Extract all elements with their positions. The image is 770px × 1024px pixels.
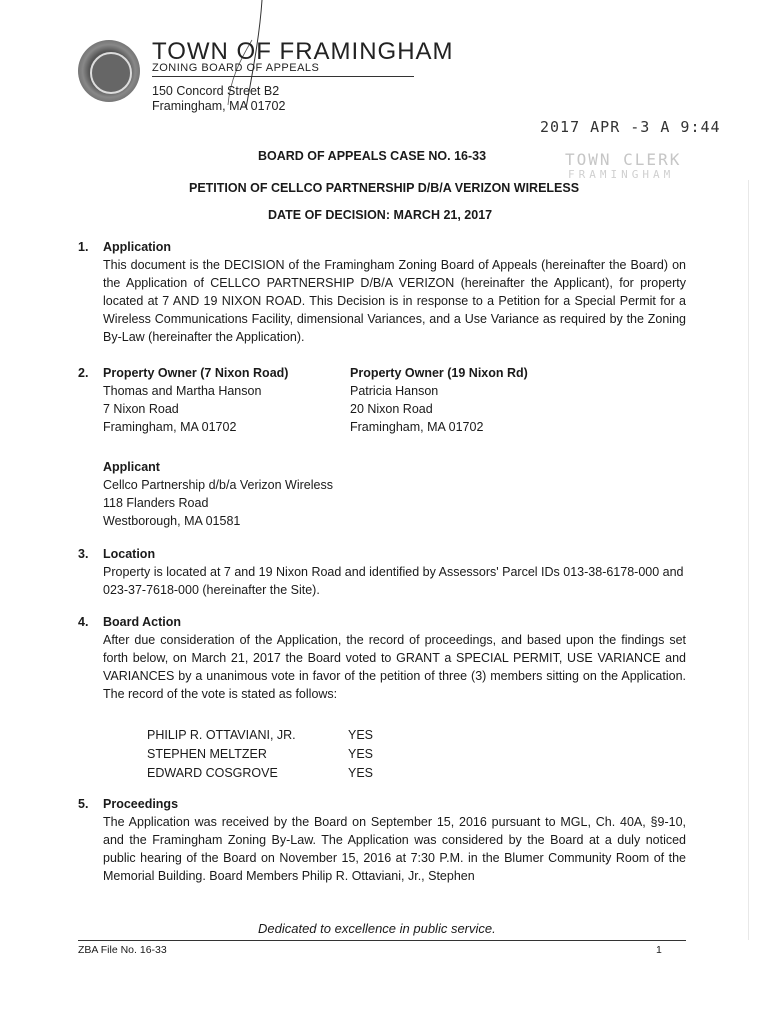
page-number: 1	[656, 944, 662, 956]
applicant-block: Applicant Cellco Partnership d/b/a Verizon Wireless 118 Flanders Road Westborough, MA 01581	[103, 460, 333, 528]
section-application: 1. Application This document is the DECISION of the Framingham Zoning Board of Appeals (hereinafter the Board) on the Application of CELLCO PARTNERSHIP D/B/A VERIZON (hereinafter the Applicant), for property located at 7 AND 19 NIXON ROAD. This Decision is in response to a Petition for a Special Permit for a Wireless Communications Facility, dimensional Variances, and a Use Variance as required by the Zoning By-Law (hereinafter the Application).	[78, 240, 686, 344]
town-clerk-stamp-town: FRAMINGHAM	[568, 168, 675, 181]
vote-result: YES	[348, 766, 374, 780]
owner-19-nixon: Property Owner (19 Nixon Rd) Patricia Hanson 20 Nixon Road Framingham, MA 01702	[350, 366, 528, 434]
scan-margin-line	[748, 180, 749, 940]
section-title: Location	[103, 547, 156, 561]
received-stamp-date: 2017 APR -3 A 9:44	[540, 118, 721, 136]
vote-member: EDWARD COSGROVE	[147, 766, 278, 780]
decision-date: DATE OF DECISION: MARCH 21, 2017	[268, 208, 493, 222]
letterhead-address: 150 Concord Street B2 Framingham, MA 01702	[152, 84, 286, 113]
section-proceedings: 5. Proceedings The Application was received by the Board on September 15, 2016 pursuant to MGL, Ch. 40A, §9-10, and the Framingham Zoning By-Law. The Application was considered by the Board at a duly noticed public hearing of the Board on November 15, 2016 at 7:30 P.M. in the Blumer Community Room of the Memorial Building. Board Members Philip R. Ottaviani, Jr., Stephen	[78, 797, 686, 883]
petition-title: PETITION OF CELLCO PARTNERSHIP D/B/A VERIZON WIRELESS	[189, 181, 580, 195]
vote-member: STEPHEN MELTZER	[147, 747, 267, 761]
owner-7-nixon: Property Owner (7 Nixon Road) Thomas and Martha Hanson 7 Nixon Road Framingham, MA 01702	[103, 366, 289, 434]
town-clerk-stamp: TOWN CLERK	[565, 150, 682, 169]
town-name: TOWN OF FRAMINGHAM	[152, 38, 454, 65]
section-board-action: 4. Board Action After due consideration of the Application, the record of proceedings, and based upon the findings set forth below, on March 21, 2017 the Board voted to GRANT a SPECIAL PERMIT, USE VARIANCE and VARIANCES by a unanimous vote in favor of the petition of three (3) members sitting on the Application. The record of the vote is stated as follows:	[78, 615, 686, 701]
section-text: This document is the DECISION of the Framingham Zoning Board of Appeals (hereinafter the Board) on the Application of CELLCO PARTNERSHIP D/B/A VERIZON (hereinafter the Applicant), for property located at 7 AND 19 NIXON ROAD. This Decision is in response to a Petition for a Special Permit for a Wireless Communications Facility, dimensional Variances, and a Use Variance as required by the Zoning By-Law (hereinafter the Application).	[103, 258, 686, 344]
town-seal	[78, 40, 140, 102]
board-name: ZONING BOARD OF APPEALS	[152, 62, 320, 74]
section-location: 3. Location Property is located at 7 and 19 Nixon Road and identified by Assessors' Parcel IDs 013-38-6178-000 and 023-37-7618-000 (hereinafter the Site).	[78, 545, 686, 599]
footer-file-number: ZBA File No. 16-33	[78, 944, 167, 956]
section-title: Proceedings	[103, 797, 179, 811]
section-text: The Application was received by the Board on September 15, 2016 pursuant to MGL, Ch. 40A, §9-10, and the Framingham Zoning By-Law. The Application was considered by the Board at a duly noticed public hearing of the Board on November 15, 2016 at 7:30 P.M. in the Blumer Community Room of the Memorial Building. Board Members Philip R. Ottaviani, Jr., Stephen	[103, 815, 686, 883]
section-title: Board Action	[103, 615, 182, 629]
vote-result: YES	[348, 728, 374, 742]
section-text: Property is located at 7 and 19 Nixon Road and identified by Assessors' Parcel IDs 013-38-6178-000 and 023-37-7618-000 (hereinafter the Site).	[103, 565, 684, 597]
footer-rule	[78, 940, 686, 941]
letterhead-rule	[152, 76, 414, 77]
vote-result: YES	[348, 747, 374, 761]
case-number: BOARD OF APPEALS CASE NO. 16-33	[258, 149, 487, 163]
section-title: Application	[103, 240, 172, 254]
vote-member: PHILIP R. OTTAVIANI, JR.	[147, 728, 296, 742]
vote-results	[348, 726, 373, 783]
footer-motto: Dedicated to excellence in public service.	[258, 921, 496, 936]
vote-members	[147, 726, 296, 783]
section-text: After due consideration of the Application, the record of proceedings, and based upon the findings set forth below, on March 21, 2017 the Board voted to GRANT a SPECIAL PERMIT, USE VARIANCE and VARIANCES by a unanimous vote in favor of the petition of three (3) members sitting on the Application. The record of the vote is stated as follows:	[103, 633, 686, 701]
